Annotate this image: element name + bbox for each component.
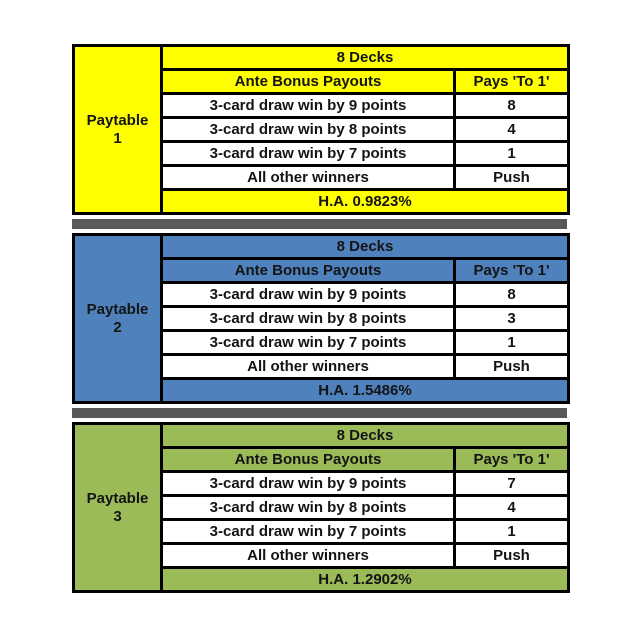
payout-label-cell: 3-card draw win by 7 points (162, 142, 455, 166)
paytable-1-ante-bonus-header: Ante Bonus Payouts (162, 70, 455, 94)
pays-value-cell: Push (455, 166, 569, 190)
paytable-stack (72, 44, 567, 593)
payout-label-cell: 3-card draw win by 9 points (162, 283, 455, 307)
pays-value-cell: 8 (455, 94, 569, 118)
paytable-3-decks-header: 8 Decks (162, 424, 569, 448)
payout-label-cell: 3-card draw win by 8 points (162, 496, 455, 520)
payout-label-cell: 3-card draw win by 7 points (162, 520, 455, 544)
paytable-1-house-advantage-cell: H.A. 0.9823% (162, 190, 569, 214)
paytable-3-title-cell (74, 424, 162, 592)
payout-label-cell: All other winners (162, 544, 455, 568)
pays-value-cell: 4 (455, 496, 569, 520)
paytable-3-house-advantage-cell: H.A. 1.2902% (162, 568, 569, 592)
paytable-3-ante-bonus-header: Ante Bonus Payouts (162, 448, 455, 472)
pays-value-cell: 3 (455, 307, 569, 331)
paytable-2-ante-bonus-header: Ante Bonus Payouts (162, 259, 455, 283)
payout-label-cell: All other winners (162, 166, 455, 190)
pays-value-cell: 1 (455, 520, 569, 544)
paytable-1-title-line2: 1 (113, 129, 122, 147)
paytable-3-title-line2: 3 (113, 507, 122, 525)
payout-label-cell: 3-card draw win by 9 points (162, 94, 455, 118)
payout-label-cell: 3-card draw win by 8 points (162, 118, 455, 142)
pays-value-cell: 4 (455, 118, 569, 142)
paytable-1 (72, 44, 570, 215)
paytable-2-title-line2: 2 (113, 318, 122, 336)
pays-value-cell: 8 (455, 283, 569, 307)
paytable-2 (72, 233, 570, 404)
table-row (74, 235, 569, 259)
payout-label-cell: 3-card draw win by 7 points (162, 331, 455, 355)
payout-label-cell: 3-card draw win by 8 points (162, 307, 455, 331)
pays-value-cell: 7 (455, 472, 569, 496)
payout-label-cell: 3-card draw win by 9 points (162, 472, 455, 496)
paytable-1-decks-header: 8 Decks (162, 46, 569, 70)
pays-value-cell: Push (455, 544, 569, 568)
paytable-1-title-line1: Paytable (86, 112, 149, 130)
paytable-3-pays-header: Pays 'To 1' (455, 448, 569, 472)
paytable-2-title-line1: Paytable (86, 301, 149, 319)
separator-bar-2 (72, 408, 567, 418)
pays-value-cell: 1 (455, 142, 569, 166)
separator-bar-1 (72, 219, 567, 229)
pays-value-cell: 1 (455, 331, 569, 355)
paytable-3-title-line1: Paytable (86, 490, 149, 508)
paytable-2-decks-header: 8 Decks (162, 235, 569, 259)
paytable-1-title-cell (74, 46, 162, 214)
pays-value-cell: Push (455, 355, 569, 379)
paytable-2-pays-header: Pays 'To 1' (455, 259, 569, 283)
paytable-3 (72, 422, 570, 593)
table-row (74, 46, 569, 70)
table-row (74, 424, 569, 448)
payout-label-cell: All other winners (162, 355, 455, 379)
paytable-2-house-advantage-cell: H.A. 1.5486% (162, 379, 569, 403)
paytable-1-pays-header: Pays 'To 1' (455, 70, 569, 94)
paytable-2-title-cell (74, 235, 162, 403)
